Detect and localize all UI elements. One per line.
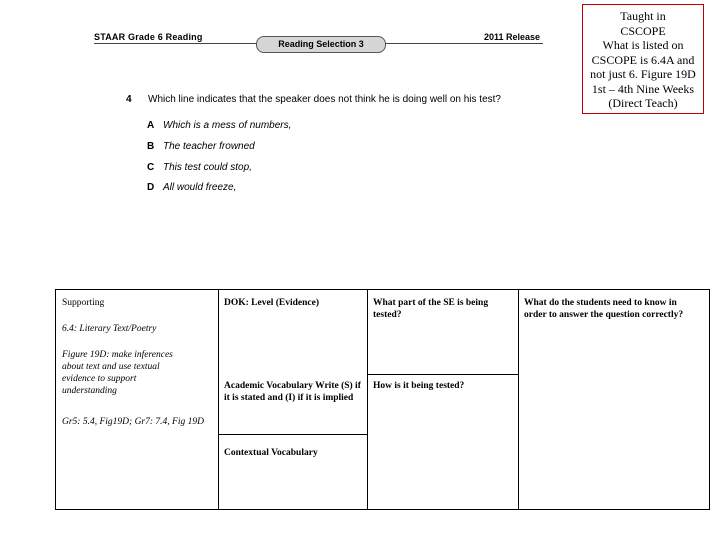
answer-option-c[interactable] (147, 162, 252, 173)
note-line: Taught in (620, 9, 666, 23)
header-rule-right (385, 43, 543, 44)
answer-option-b[interactable] (147, 141, 255, 152)
option-text: All would freeze, (163, 182, 237, 193)
dok-label: DOK: Level (Evidence) (224, 298, 319, 308)
option-text: The teacher frowned (163, 141, 255, 152)
note-line: not just 6. Figure 19D (590, 67, 696, 81)
how-tested-question: How is it being tested? (373, 381, 465, 391)
note-line: 1st – 4th Nine Weeks (591, 81, 695, 96)
header-rule-left (94, 43, 256, 44)
option-letter: C (147, 162, 155, 173)
table-divider (218, 434, 367, 435)
cscope-note-box (582, 4, 704, 114)
option-letter: D (147, 182, 155, 193)
academic-vocabulary-label: Academic Vocabulary Write (S) if it is stated and (I) if it is implied (224, 381, 361, 403)
option-text: This test could stop, (163, 162, 252, 173)
table-divider (518, 290, 519, 509)
table-divider (367, 374, 518, 375)
note-line: CSCOPE (620, 23, 666, 38)
table-divider (218, 290, 219, 509)
question-number: 4 (126, 94, 132, 105)
note-line: CSCOPE is 6.4A and (591, 52, 695, 67)
question-text: Which line indicates that the speaker does not think he is doing well on his test? (148, 94, 501, 105)
table-divider (367, 290, 368, 509)
supporting-heading: Supporting (62, 298, 105, 308)
answer-option-a[interactable] (147, 120, 291, 131)
analysis-table (55, 289, 710, 510)
option-text: Which is a mess of numbers, (163, 120, 292, 131)
header-release-label: 2011 Release (484, 32, 541, 42)
note-line: (Direct Teach) (608, 96, 678, 110)
answer-option-d[interactable] (147, 182, 236, 193)
option-letter: A (147, 120, 155, 131)
option-letter: B (147, 141, 155, 152)
note-line: What is listed on (602, 38, 684, 52)
what-part-question: What part of the SE is being tested? (373, 298, 489, 320)
contextual-vocabulary-label: Contextual Vocabulary (224, 448, 318, 458)
header-selection-pill: Reading Selection 3 (256, 36, 386, 53)
grade-alignment: Gr5: 5.4, Fig19D; Gr7: 7.4, Fig 19D (62, 417, 204, 427)
figure-description: Figure 19D: make inferences about text and use textual evidence to support understanding (62, 350, 173, 396)
need-to-know-question: What do the students need to know in order to answer the question correctly? (524, 298, 684, 320)
standard-label: 6.4: Literary Text/Poetry (62, 324, 157, 334)
header-grade-label: STAAR Grade 6 Reading (94, 32, 203, 42)
